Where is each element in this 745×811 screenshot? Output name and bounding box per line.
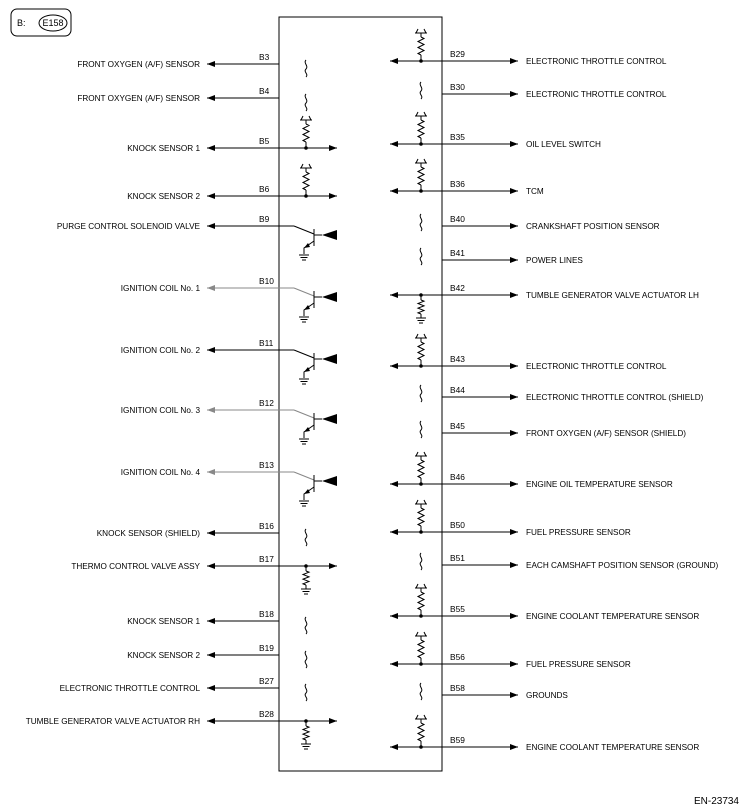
collector-lead — [294, 410, 314, 418]
terminal-label: TUMBLE GENERATOR VALVE ACTUATOR RH — [25, 717, 200, 726]
supply-mark — [416, 500, 426, 504]
pin-number: B13 — [259, 460, 274, 470]
pin-number: B3 — [259, 52, 270, 62]
pin-number: B45 — [450, 421, 465, 431]
pin-number: B6 — [259, 184, 270, 194]
supply-mark — [416, 29, 426, 33]
resistor-symbol — [418, 120, 424, 138]
wire-arrow — [510, 141, 518, 147]
resistor-symbol — [303, 571, 309, 585]
emitter-arrow — [304, 243, 310, 248]
supply-mark — [416, 112, 426, 116]
wire-arrow — [510, 394, 518, 400]
supply-mark — [416, 334, 426, 338]
emitter-arrow — [304, 427, 310, 432]
pin-number: B42 — [450, 283, 465, 293]
resistor-symbol — [418, 37, 424, 55]
emitter-arrow — [304, 367, 310, 372]
wire-arrow — [329, 193, 337, 199]
terminal-left-b3 — [77, 52, 307, 77]
wire-arrow — [510, 562, 518, 568]
terminal-label: FRONT OXYGEN (A/F) SENSOR (SHIELD) — [526, 429, 686, 438]
wire-arrow — [510, 430, 518, 436]
pin-number: B51 — [450, 553, 465, 563]
pin-number: B28 — [259, 709, 274, 719]
wire-arrow — [207, 469, 215, 475]
wire-arrow — [207, 193, 215, 199]
wire-arrow — [390, 58, 398, 64]
terminal-label: TCM — [526, 187, 544, 196]
wire-arrow — [329, 563, 337, 569]
terminal-label: THERMO CONTROL VALVE ASSY — [71, 562, 200, 571]
wire-arrow — [207, 618, 215, 624]
terminal-left-b19 — [127, 643, 307, 668]
emitter-arrow — [304, 305, 310, 310]
terminal-left-b28 — [26, 709, 337, 749]
junction-dot — [419, 142, 423, 146]
pin-number: B41 — [450, 248, 465, 258]
resistor-symbol — [418, 342, 424, 360]
terminal-label: PURGE CONTROL SOLENOID VALVE — [56, 222, 200, 231]
supply-mark — [301, 116, 311, 120]
terminal-label: ENGINE COOLANT TEMPERATURE SENSOR — [526, 743, 700, 752]
shield-wave-symbol — [420, 82, 422, 99]
terminal-label: FRONT OXYGEN (A/F) SENSOR — [77, 94, 200, 103]
pin-number: B56 — [450, 652, 465, 662]
terminal-list — [26, 29, 719, 752]
wire-arrow — [390, 188, 398, 194]
terminal-label: POWER LINES — [526, 256, 583, 265]
wire-arrow — [207, 685, 215, 691]
wire-arrow — [390, 613, 398, 619]
shield-wave-symbol — [420, 683, 422, 700]
transistor-input-arrow — [322, 414, 337, 424]
wire-arrow — [207, 285, 215, 291]
terminal-right-b42 — [390, 283, 699, 323]
wire-arrow — [329, 718, 337, 724]
junction-dot — [419, 482, 423, 486]
wire-arrow — [207, 718, 215, 724]
pin-number: B50 — [450, 520, 465, 530]
terminal-label: OIL LEVEL SWITCH — [526, 140, 601, 149]
junction-dot — [419, 530, 423, 534]
junction-dot — [304, 146, 308, 150]
supply-mark — [416, 584, 426, 588]
terminal-label: IGNITION COIL No. 2 — [120, 346, 200, 355]
pin-number: B5 — [259, 136, 270, 146]
pin-number: B4 — [259, 86, 270, 96]
pin-number: B46 — [450, 472, 465, 482]
shield-wave-symbol — [305, 94, 307, 111]
resistor-symbol — [418, 460, 424, 478]
junction-dot — [419, 59, 423, 63]
pin-number: B11 — [259, 338, 274, 348]
pin-number: B55 — [450, 604, 465, 614]
terminal-label: FUEL PRESSURE SENSOR — [526, 660, 631, 669]
pin-number: B58 — [450, 683, 465, 693]
terminal-label: EACH CAMSHAFT POSITION SENSOR (GROUND) — [526, 561, 719, 570]
terminal-label: KNOCK SENSOR (SHIELD) — [96, 529, 200, 538]
transistor-input-arrow — [322, 354, 337, 364]
terminal-right-b36 — [390, 159, 544, 196]
wire-arrow — [390, 363, 398, 369]
wire-arrow — [207, 530, 215, 536]
shield-wave-symbol — [305, 617, 307, 634]
terminal-left-b5 — [127, 116, 337, 153]
junction-dot — [419, 189, 423, 193]
pin-number: B10 — [259, 276, 274, 286]
terminal-label: ENGINE COOLANT TEMPERATURE SENSOR — [526, 612, 700, 621]
wire-arrow — [207, 61, 215, 67]
wire-arrow — [329, 145, 337, 151]
shield-wave-symbol — [305, 651, 307, 668]
terminal-label: ELECTRONIC THROTTLE CONTROL — [59, 684, 200, 693]
connector-code: E158 — [42, 18, 64, 28]
junction-dot — [419, 745, 423, 749]
wire-arrow — [510, 613, 518, 619]
supply-mark — [416, 159, 426, 163]
resistor-symbol — [303, 124, 309, 142]
terminal-right-b29 — [390, 29, 667, 66]
terminal-right-b41 — [420, 248, 583, 265]
pin-number: B36 — [450, 179, 465, 189]
shield-wave-symbol — [420, 214, 422, 231]
shield-wave-symbol — [420, 385, 422, 402]
collector-lead — [294, 350, 314, 358]
terminal-left-b10 — [121, 276, 337, 322]
terminal-left-b6 — [127, 164, 337, 201]
wire-arrow — [510, 292, 518, 298]
wire-arrow — [390, 744, 398, 750]
figure-code: EN-23734 — [693, 796, 739, 807]
wire-arrow — [207, 223, 215, 229]
resistor-symbol — [418, 508, 424, 526]
junction-dot — [419, 614, 423, 618]
wire-arrow — [390, 141, 398, 147]
pin-number: B43 — [450, 354, 465, 364]
terminal-right-b46 — [390, 452, 673, 489]
terminal-label: ELECTRONIC THROTTLE CONTROL — [526, 90, 667, 99]
shield-wave-symbol — [420, 248, 422, 265]
terminal-label: CRANKSHAFT POSITION SENSOR — [526, 222, 660, 231]
wire-arrow — [510, 481, 518, 487]
terminal-left-b11 — [121, 338, 337, 384]
wire-arrow — [510, 363, 518, 369]
terminal-left-b27 — [60, 676, 307, 701]
terminal-left-b4 — [77, 86, 307, 111]
shield-wave-symbol — [305, 684, 307, 701]
pin-number: B12 — [259, 398, 274, 408]
terminal-label: ELECTRONIC THROTTLE CONTROL — [526, 57, 667, 66]
wire-arrow — [510, 661, 518, 667]
terminal-right-b40 — [420, 214, 660, 231]
pin-number: B35 — [450, 132, 465, 142]
pin-number: B27 — [259, 676, 274, 686]
terminal-left-b16 — [97, 521, 307, 546]
terminal-label: KNOCK SENSOR 1 — [127, 144, 200, 153]
terminal-right-b43 — [390, 334, 667, 371]
shield-wave-symbol — [420, 421, 422, 438]
terminal-label: IGNITION COIL No. 4 — [120, 468, 200, 477]
wire-arrow — [510, 91, 518, 97]
terminal-label: TUMBLE GENERATOR VALVE ACTUATOR LH — [526, 291, 699, 300]
wire-arrow — [207, 347, 215, 353]
header-prefix: B: — [17, 18, 26, 28]
terminal-label: FUEL PRESSURE SENSOR — [526, 528, 631, 537]
pin-number: B19 — [259, 643, 274, 653]
pin-number: B18 — [259, 609, 274, 619]
terminal-left-b13 — [121, 460, 337, 506]
resistor-symbol — [418, 592, 424, 610]
terminal-right-b50 — [390, 500, 631, 537]
terminal-right-b44 — [420, 385, 704, 402]
terminal-label: KNOCK SENSOR 2 — [127, 651, 200, 660]
pin-number: B9 — [259, 214, 270, 224]
terminal-left-b12 — [121, 398, 337, 444]
junction-dot — [304, 194, 308, 198]
pin-number: B16 — [259, 521, 274, 531]
collector-lead — [294, 288, 314, 296]
wire-arrow — [510, 257, 518, 263]
supply-mark — [416, 452, 426, 456]
terminal-label: KNOCK SENSOR 2 — [127, 192, 200, 201]
pin-number: B30 — [450, 82, 465, 92]
resistor-symbol — [418, 300, 424, 314]
terminal-label: IGNITION COIL No. 1 — [120, 284, 200, 293]
wire-arrow — [390, 661, 398, 667]
ecm-body — [279, 17, 442, 771]
terminal-right-b55 — [390, 584, 699, 621]
wire-arrow — [207, 145, 215, 151]
emitter-arrow — [304, 489, 310, 494]
resistor-symbol — [418, 723, 424, 741]
terminal-label: ENGINE OIL TEMPERATURE SENSOR — [526, 480, 673, 489]
wire-arrow — [510, 58, 518, 64]
supply-mark — [301, 164, 311, 168]
terminal-right-b56 — [390, 632, 631, 669]
resistor-symbol — [418, 167, 424, 185]
terminal-left-b9 — [57, 214, 337, 260]
wire-arrow — [510, 744, 518, 750]
terminal-left-b17 — [71, 554, 337, 594]
wire-arrow — [390, 292, 398, 298]
resistor-symbol — [303, 726, 309, 740]
terminal-label: FRONT OXYGEN (A/F) SENSOR — [77, 60, 200, 69]
terminal-right-b30 — [420, 82, 667, 99]
transistor-input-arrow — [322, 292, 337, 302]
wire-arrow — [207, 563, 215, 569]
wire-arrow — [510, 692, 518, 698]
collector-lead — [294, 472, 314, 480]
shield-wave-symbol — [420, 553, 422, 570]
transistor-input-arrow — [322, 476, 337, 486]
connector-header — [11, 9, 71, 36]
terminal-left-b18 — [127, 609, 307, 634]
shield-wave-symbol — [305, 60, 307, 77]
collector-lead — [294, 226, 314, 234]
junction-dot — [419, 662, 423, 666]
shield-wave-symbol — [305, 529, 307, 546]
supply-mark — [416, 632, 426, 636]
wire-arrow — [207, 95, 215, 101]
resistor-symbol — [303, 172, 309, 190]
wire-arrow — [207, 407, 215, 413]
terminal-right-b35 — [390, 112, 601, 149]
wire-arrow — [390, 529, 398, 535]
wire-arrow — [510, 529, 518, 535]
terminal-label: IGNITION COIL No. 3 — [120, 406, 200, 415]
pin-number: B44 — [450, 385, 465, 395]
transistor-input-arrow — [322, 230, 337, 240]
supply-mark — [416, 715, 426, 719]
terminal-right-b45 — [420, 421, 686, 438]
terminal-right-b51 — [420, 553, 718, 570]
terminal-right-b59 — [390, 715, 699, 752]
junction-dot — [419, 364, 423, 368]
pin-number: B40 — [450, 214, 465, 224]
terminal-label: KNOCK SENSOR 1 — [127, 617, 200, 626]
wire-arrow — [510, 223, 518, 229]
terminal-label: ELECTRONIC THROTTLE CONTROL (SHIELD) — [526, 393, 704, 402]
wire-arrow — [207, 652, 215, 658]
terminal-label: ELECTRONIC THROTTLE CONTROL — [526, 362, 667, 371]
terminal-label: GROUNDS — [526, 691, 568, 700]
resistor-symbol — [418, 640, 424, 658]
pin-number: B59 — [450, 735, 465, 745]
wire-arrow — [390, 481, 398, 487]
pin-number: B29 — [450, 49, 465, 59]
pin-number: B17 — [259, 554, 274, 564]
wire-arrow — [510, 188, 518, 194]
